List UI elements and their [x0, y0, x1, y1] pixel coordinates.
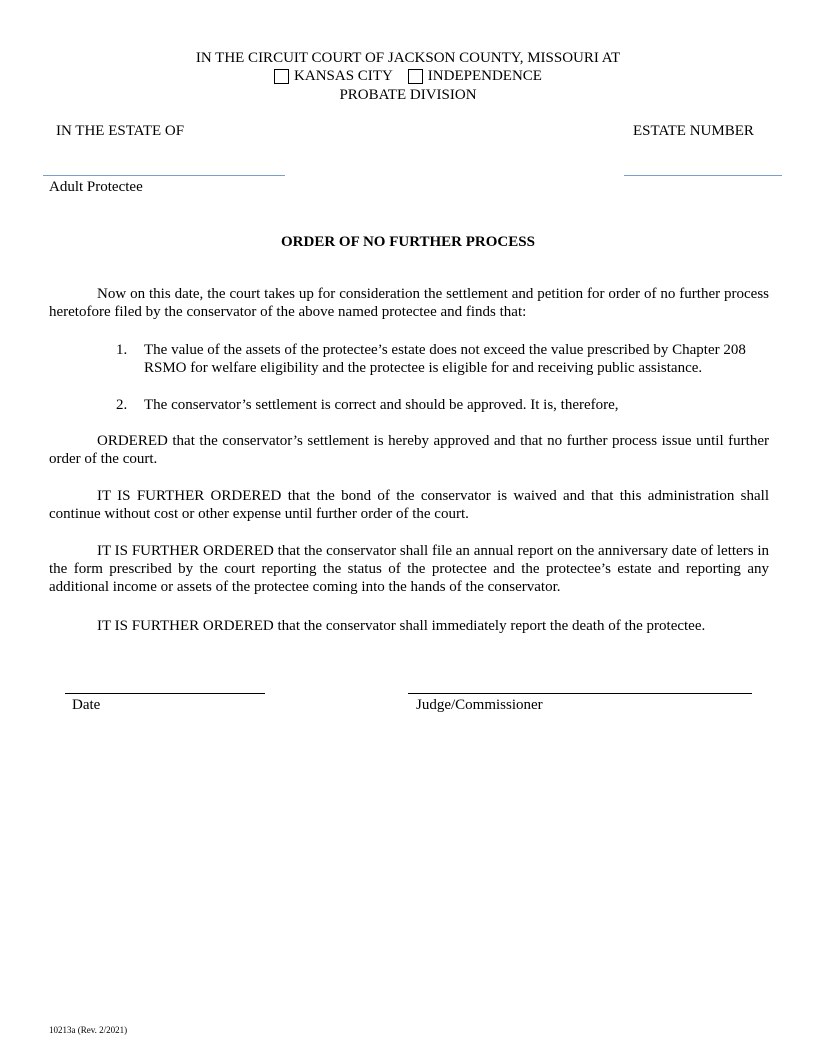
- finding-item: [116, 341, 766, 377]
- judge-label: Judge/Commissioner: [416, 697, 543, 713]
- estate-name-field[interactable]: [43, 175, 285, 176]
- document-title: ORDER OF NO FURTHER PROCESS: [281, 234, 535, 250]
- kansas-city-checkbox[interactable]: [274, 69, 289, 84]
- finding-text: The conservator’s settlement is correct and should be approved. It is, therefore,: [144, 397, 619, 413]
- independence-label: INDEPENDENCE: [427, 68, 542, 84]
- finding-item: [116, 396, 766, 414]
- protectee-label: Adult Protectee: [49, 179, 143, 195]
- estate-number-field[interactable]: [624, 175, 782, 176]
- intro-paragraph: Now on this date, the court takes up for consideration the settlement and petition for order of no further process heretofore filed by the conservator of the above named protectee and finds that:: [49, 286, 769, 320]
- estate-number-label: ESTATE NUMBER: [633, 123, 754, 139]
- order-paragraph: ORDERED that the conservator’s settlement is hereby approved and that no further process issue until further order of the court.: [49, 433, 769, 467]
- court-heading: IN THE CIRCUIT COURT OF JACKSON COUNTY, MISSOURI AT: [195, 50, 621, 66]
- division-heading: PROBATE DIVISION: [339, 87, 477, 103]
- independence-checkbox[interactable]: [408, 69, 423, 84]
- order-paragraph: IT IS FURTHER ORDERED that the conservator shall file an annual report on the anniversary date of letters in the form prescribed by the court reporting the status of the protectee and the protectee’s estate and reporting any additional income or assets of the protectee coming into the hands of the conservator.: [49, 543, 769, 595]
- order-paragraph: IT IS FURTHER ORDERED that the bond of the conservator is waived and that this administration shall continue without cost or other expense until further order of the court.: [49, 488, 769, 522]
- kansas-city-label: KANSAS CITY: [294, 68, 393, 84]
- order-paragraph: IT IS FURTHER ORDERED that the conservator shall immediately report the death of the protectee.: [97, 618, 706, 634]
- judge-signature-line[interactable]: [408, 693, 752, 694]
- estate-of-label: IN THE ESTATE OF: [56, 123, 185, 139]
- date-signature-line[interactable]: [65, 693, 265, 694]
- date-label: Date: [72, 697, 101, 713]
- location-options: [0, 67, 816, 85]
- finding-text: The value of the assets of the protectee’s estate does not exceed the value prescribed by Chapter 208 RSMO for welfare eligibility and the protectee is eligible for and receiving public assistance.: [144, 342, 746, 376]
- finding-number: 1.: [116, 342, 128, 358]
- finding-number: 2.: [116, 397, 128, 413]
- form-id: 10213a (Rev. 2/2021): [49, 1025, 128, 1035]
